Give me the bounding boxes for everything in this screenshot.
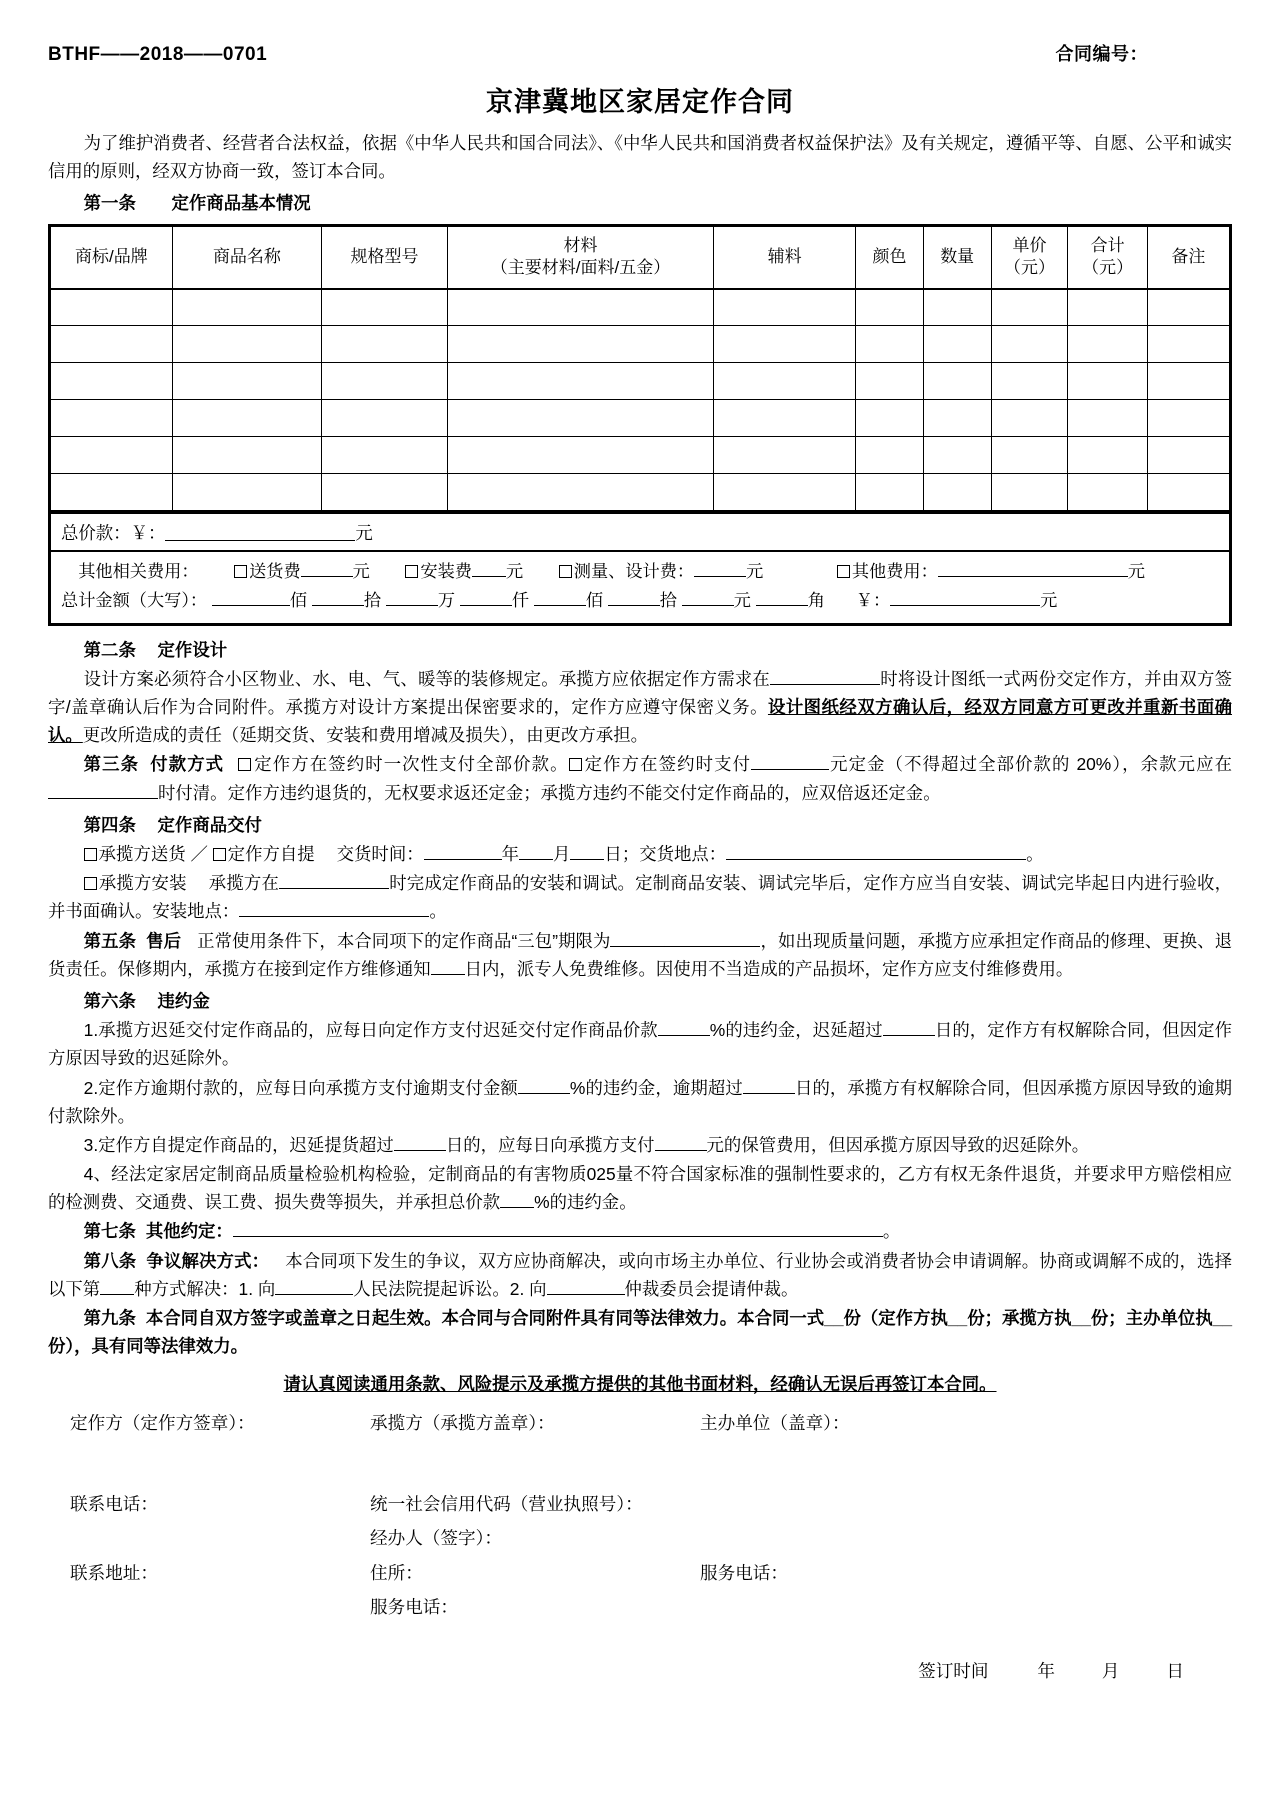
goods-cell-color[interactable]: [856, 437, 924, 474]
clause-3-option-1: 定作方在签约时一次性支付全部价款。: [253, 754, 569, 775]
goods-cell-mat[interactable]: [448, 400, 714, 437]
goods-cell-brand[interactable]: [51, 363, 172, 400]
fee-install-input[interactable]: [472, 559, 506, 577]
goods-cell-brand[interactable]: [51, 437, 172, 474]
signature-gap-c: [700, 1444, 1232, 1490]
clause-5-text-b: ，如出现质量问题，承揽方应承担定作商品的修理、更换、退货责任。保修期内，承揽方在接到定作方维修通知: [48, 930, 1232, 979]
preamble-paragraph: 为了维护消费者、经营者合法权益，依据《中华人民共和国合同法》、《中华人民共和国消费者权益保护法》及有关规定，遵循平等、自愿、公平和诚实信用的原则，经双方协商一致，签订本合同。: [48, 133, 1232, 182]
clause-6-item-1-prefix: 1.: [83, 1020, 99, 1041]
clause-4-number: 第四条: [83, 814, 136, 835]
goods-cell-name[interactable]: [172, 326, 321, 363]
grand-total-input-6[interactable]: [682, 588, 734, 606]
goods-cell-mat[interactable]: [448, 289, 714, 326]
clause-6-item-1-b: %的违约金，迟延超过: [709, 1020, 883, 1041]
clause-4-text-1end: 。: [1026, 844, 1044, 865]
fee-install-unit: 元: [506, 560, 524, 581]
table-row: [51, 326, 1229, 363]
goods-cell-aux[interactable]: [713, 326, 855, 363]
clause-6-item-1-a: 承揽方迟延交付定作商品的，应每日向定作方支付迟延交付定作商品价款: [98, 1020, 658, 1041]
fee-other-unit: 元: [1127, 560, 1146, 581]
goods-cell-price[interactable]: [991, 289, 1068, 326]
warranty-period-input[interactable]: [610, 928, 760, 946]
clause-3-body: [48, 750, 1232, 806]
clause-4-subtitle: 定作商品交付: [157, 814, 262, 835]
checkbox-measure-fee[interactable]: [559, 565, 572, 578]
checkbox-delivery-fee[interactable]: [234, 565, 247, 578]
fee-other-label: 其他费用：: [851, 560, 938, 581]
column-header-material-main: 材料: [563, 236, 598, 256]
fee-install-label: 安装费: [420, 560, 472, 581]
clause-7-subtitle: 其他约定：: [145, 1221, 233, 1242]
column-header-total-main: 合计: [1090, 236, 1125, 256]
goods-cell-qty[interactable]: [923, 474, 991, 511]
checkbox-pay-full[interactable]: [238, 758, 251, 771]
goods-cell-mat[interactable]: [448, 474, 714, 511]
grand-total-input-1[interactable]: [312, 588, 364, 606]
clause-4-heading: [48, 811, 1232, 839]
pickup-delay-days-input[interactable]: [394, 1133, 446, 1151]
goods-table-container: [48, 224, 1232, 626]
goods-cell-spec[interactable]: [322, 474, 448, 511]
goods-cell-qty[interactable]: [923, 326, 991, 363]
clause-6-item-2: [48, 1074, 1232, 1130]
clause-5-number: 第五条: [83, 930, 137, 951]
fee-delivery-unit: 元: [352, 560, 370, 581]
goods-cell-spec[interactable]: [322, 437, 448, 474]
column-header-unit-price-sub: （元）: [1004, 258, 1055, 278]
clause-3-option-2c: 时付清。定作方违约退货的，无权要求返还定金；承揽方违约不能交付定作商品的，应双倍返还定金。: [158, 782, 941, 803]
column-header-color: 颜色: [856, 227, 924, 289]
penalty-rate-1-input[interactable]: [658, 1018, 710, 1036]
install-time-input[interactable]: [279, 871, 389, 889]
clause-8-text-a: 本合同项下发生的争议，双方应协商解决，或向市场主办单位、行业协会或消费者协会申请调解。协商或调解不成的，选择以下第: [48, 1250, 1232, 1299]
goods-cell-color[interactable]: [856, 289, 924, 326]
goods-cell-price[interactable]: [991, 474, 1068, 511]
column-header-quantity: 数量: [923, 227, 991, 289]
clause-8-text-d: 仲裁委员会提请仲裁。: [624, 1278, 799, 1299]
party-b-address-label: 住所：: [370, 1562, 423, 1583]
clause-4-text-2a: 承揽方安装: [98, 873, 187, 894]
checkbox-other-fee[interactable]: [837, 565, 850, 578]
goods-cell-brand[interactable]: [51, 289, 172, 326]
clause-3-number: 第三条: [83, 754, 140, 775]
court-name-input[interactable]: [275, 1277, 353, 1295]
column-header-spec: 规格型号: [322, 227, 448, 289]
party-a-address-label: 联系地址：: [70, 1562, 158, 1583]
clause-4-month: 月: [553, 844, 571, 865]
fee-block: [51, 552, 1229, 623]
goods-cell-name[interactable]: [172, 400, 321, 437]
clause-5-text-c: 日内，派专人免费维修。因使用不当造成的产品损坏，定作方应支付维修费用。: [464, 958, 1074, 979]
clause-3-balance-date-input[interactable]: [48, 780, 158, 798]
goods-cell-color[interactable]: [856, 400, 924, 437]
clause-4-install-line: [48, 869, 1232, 925]
repair-days-input[interactable]: [431, 957, 465, 975]
penalty-rate-4-input[interactable]: [500, 1190, 534, 1208]
column-header-material-sub: （主要材料/面料/五金）: [490, 258, 671, 278]
table-row: [51, 474, 1229, 511]
clause-6-item-4-b: %的违约金。: [534, 1192, 637, 1213]
penalty-days-2-input[interactable]: [743, 1075, 795, 1093]
clause-7-body: [48, 1217, 1232, 1245]
clause-6-item-3: [48, 1131, 1232, 1159]
goods-cell-qty[interactable]: [923, 363, 991, 400]
fee-delivery-label: 送货费: [249, 560, 301, 581]
total-price-input[interactable]: [165, 522, 355, 540]
column-header-total: [1068, 227, 1147, 289]
contract-number-label: 合同编号：: [1055, 44, 1148, 64]
table-row: [51, 289, 1229, 326]
clause-6-item-2-a: 定作方逾期付款的，应每日向承揽方支付逾期支付金额: [98, 1077, 518, 1098]
checkbox-contractor-install[interactable]: [84, 877, 97, 890]
organizer-empty-3: [700, 1593, 1232, 1628]
grand-total-input-2[interactable]: [386, 588, 438, 606]
amount-unit-7: 角: [807, 590, 825, 611]
clause-4-text-1b: 定作方自提: [227, 844, 315, 865]
clause-6-item-2-c: 日的，承揽方有权解除合同，但因承揽方原因导致的逾期付款除外。: [48, 1077, 1232, 1126]
checkbox-contractor-delivery[interactable]: [84, 848, 97, 861]
grand-total-amount-input[interactable]: [890, 588, 1040, 606]
clause-6-number: 第六条: [83, 990, 136, 1011]
column-header-material: [448, 227, 714, 289]
clause-4-text-2c: 时完成定作商品的安装和调试。定制商品安装、调试完毕后，定作方应当自安装、调试完毕起日内进行验收，并书面确认。安装地点：: [48, 873, 1232, 922]
goods-cell-qty[interactable]: [923, 289, 991, 326]
grand-total-currency: ￥：: [855, 590, 891, 611]
checkbox-pay-deposit[interactable]: [569, 758, 582, 771]
goods-cell-remark[interactable]: [1147, 437, 1229, 474]
table-row: [51, 437, 1229, 474]
delivery-location-input[interactable]: [726, 842, 1026, 860]
clause-3-subtitle: 付款方式: [149, 754, 225, 775]
arbitration-name-input[interactable]: [547, 1277, 625, 1295]
sign-time-year: 年: [1037, 1660, 1055, 1681]
fee-measure-label: 测量、设计费：: [573, 560, 695, 581]
clause-3-option-2a: 定作方在签约时支付: [583, 754, 752, 775]
grand-total-input-5[interactable]: [608, 588, 660, 606]
clause-8-text-b: 种方式解决：1. 向: [134, 1278, 276, 1299]
column-header-brand: 商标/品牌: [51, 227, 172, 289]
clause-4-text-1c: 交货时间：: [336, 844, 424, 865]
checkbox-install-fee[interactable]: [405, 565, 418, 578]
clause-7-number: 第七条: [83, 1221, 136, 1242]
column-header-remark: 备注: [1147, 227, 1229, 289]
other-agreement-input[interactable]: [233, 1219, 883, 1237]
goods-cell-remark[interactable]: [1147, 326, 1229, 363]
grand-total-input-4[interactable]: [534, 588, 586, 606]
fee-measure-input[interactable]: [694, 559, 746, 577]
party-b-agent-label: 经办人（签字）：: [370, 1528, 502, 1549]
party-b-signature-label: 承揽方（承揽方盖章）：: [370, 1413, 555, 1434]
clause-6-item-3-prefix: 3.: [83, 1134, 99, 1155]
clause-2-text-2: 时将设计图纸一式两份交定作方，并由双方签字/盖章确认后作为合同附件。承揽方对设计方案提出保密要求的，定作方应遵守保密义务。: [48, 668, 1232, 718]
goods-cell-remark[interactable]: [1147, 400, 1229, 437]
goods-cell-total[interactable]: [1068, 400, 1147, 437]
party-a-phone-label: 联系电话：: [70, 1493, 158, 1514]
amount-unit-3: 仟: [511, 590, 530, 611]
fee-delivery-input[interactable]: [301, 559, 353, 577]
sign-time-label: 签订时间: [918, 1660, 989, 1681]
goods-cell-price[interactable]: [991, 437, 1068, 474]
clause-2-body: [48, 665, 1232, 750]
clause-4-text-2b: 承揽方在: [208, 873, 280, 894]
goods-cell-spec[interactable]: [322, 400, 448, 437]
grand-total-input-0[interactable]: [212, 588, 290, 606]
goods-cell-color[interactable]: [856, 326, 924, 363]
amount-unit-5: 拾: [659, 590, 677, 611]
clause-5-body: [48, 927, 1232, 983]
goods-cell-mat[interactable]: [448, 437, 714, 474]
clause-2-emphasis: 设计图纸经双方确认后，经双方同意方可更改并重新书面确认。: [48, 697, 1232, 746]
clause-6-item-3-b: 日的，应每日向承揽方支付: [445, 1134, 655, 1155]
signature-block: [48, 1409, 1232, 1628]
goods-cell-price[interactable]: [991, 400, 1068, 437]
party-b-service-phone-label: 服务电话：: [370, 1597, 458, 1618]
goods-table-body: [51, 289, 1229, 511]
delivery-month-input[interactable]: [519, 842, 553, 860]
penalty-rate-2-input[interactable]: [518, 1075, 570, 1093]
goods-cell-mat[interactable]: [448, 363, 714, 400]
clause-1-number: 第一条: [83, 193, 136, 214]
amount-unit-1: 拾: [363, 590, 382, 611]
clause-4-year: 年: [501, 844, 520, 865]
goods-cell-name[interactable]: [172, 474, 321, 511]
goods-cell-aux[interactable]: [713, 437, 855, 474]
total-price-label: 总价款：￥：: [61, 523, 166, 544]
column-header-unit-price: [991, 227, 1068, 289]
clause-8-text-c: 人民法院提起诉讼。2. 向: [353, 1278, 547, 1299]
document-header: [48, 40, 1232, 66]
fee-other-input[interactable]: [938, 559, 1128, 577]
clause-3-option-2b: 元定金（不得超过全部价款的 20%），余款元应在: [829, 754, 1232, 775]
clause-6-item-2-b: %的违约金，逾期超过: [569, 1077, 743, 1098]
clause-6-item-2-prefix: 2.: [83, 1077, 99, 1098]
amount-unit-0: 佰: [289, 590, 308, 611]
clause-2-heading: [48, 636, 1232, 664]
clause-6-item-1: [48, 1016, 1232, 1072]
goods-cell-color[interactable]: [856, 474, 924, 511]
document-title: 京津冀地区家居定作合同: [486, 87, 794, 117]
clause-6-subtitle: 违约金: [157, 990, 210, 1011]
goods-cell-qty[interactable]: [923, 400, 991, 437]
organizer-service-phone-label: 服务电话：: [700, 1562, 788, 1583]
storage-fee-input[interactable]: [655, 1133, 707, 1151]
clause-2-date-input[interactable]: [770, 667, 880, 685]
goods-table-header-row: [51, 227, 1229, 289]
clause-9-body: [48, 1304, 1232, 1360]
goods-table-head: [51, 227, 1229, 289]
clause-5-subtitle: 售后: [146, 930, 182, 951]
sign-time-day: 日: [1166, 1660, 1184, 1681]
clause-6-item-4-prefix: 4、: [83, 1164, 112, 1185]
amount-unit-6: 元: [733, 590, 751, 611]
sign-time-row: [48, 1658, 1232, 1683]
clause-6-item-3-c: 元的保管费用，但因承揽方原因导致的迟延除外。: [706, 1134, 1090, 1155]
sign-time-month: 月: [1101, 1660, 1120, 1681]
goods-cell-spec[interactable]: [322, 326, 448, 363]
goods-cell-qty[interactable]: [923, 437, 991, 474]
other-fees-label: 其他相关费用：: [78, 560, 199, 581]
clause-2-text-3: 更改所造成的责任（延期交货、安装和费用增减及损失），由更改方承担。: [82, 725, 648, 746]
party-a-empty-1: [70, 1524, 370, 1559]
goods-cell-aux[interactable]: [713, 363, 855, 400]
goods-cell-remark[interactable]: [1147, 289, 1229, 326]
clause-9-number: 第九条: [83, 1308, 136, 1329]
dispute-method-input[interactable]: [100, 1277, 134, 1295]
goods-cell-remark[interactable]: [1147, 474, 1229, 511]
clause-6-heading: [48, 987, 1232, 1015]
delivery-day-input[interactable]: [570, 842, 604, 860]
clause-4-text-1a: 承揽方送货 ／: [98, 844, 213, 865]
clause-6-item-3-a: 定作方自提定作商品的，迟延提货超过: [98, 1134, 394, 1155]
goods-cell-spec[interactable]: [322, 363, 448, 400]
goods-cell-brand[interactable]: [51, 474, 172, 511]
clause-7-end: 。: [882, 1221, 901, 1242]
clause-6-item-4-a: 经法定家居定制商品质量检验机构检验，定制商品的有害物质025量不符合国家标准的强制性要求的，乙方有权无条件退货，并要求甲方赔偿相应的检测费、交通费、误工费、损失费等损失，并承担总价款: [48, 1164, 1232, 1213]
goods-cell-price[interactable]: [991, 326, 1068, 363]
goods-cell-name[interactable]: [172, 363, 321, 400]
goods-cell-total[interactable]: [1068, 289, 1147, 326]
goods-cell-total[interactable]: [1068, 326, 1147, 363]
goods-cell-aux[interactable]: [713, 400, 855, 437]
total-price-unit: 元: [355, 523, 373, 544]
goods-cell-total[interactable]: [1068, 474, 1147, 511]
goods-cell-aux[interactable]: [713, 289, 855, 326]
total-price-row: [51, 512, 1229, 552]
goods-cell-remark[interactable]: [1147, 363, 1229, 400]
goods-cell-spec[interactable]: [322, 289, 448, 326]
clause-6-item-4: [48, 1160, 1232, 1216]
grand-total-unit: 元: [1040, 590, 1058, 611]
notice-text: 请认真阅读通用条款、风险提示及承揽方提供的其他书面材料，经确认无误后再签订本合同。: [283, 1374, 997, 1395]
penalty-days-1-input[interactable]: [883, 1018, 935, 1036]
grand-total-input-7[interactable]: [756, 588, 808, 606]
document-code: BTHF——2018——0701: [48, 44, 268, 65]
clause-1-heading: [48, 189, 1232, 217]
party-a-empty-2: [70, 1593, 370, 1628]
signature-gap-b: [370, 1444, 700, 1490]
install-location-input[interactable]: [239, 899, 429, 917]
table-row: [51, 363, 1229, 400]
goods-cell-name[interactable]: [172, 437, 321, 474]
checkbox-self-pickup[interactable]: [213, 848, 226, 861]
fee-measure-unit: 元: [746, 560, 764, 581]
goods-cell-total[interactable]: [1068, 437, 1147, 474]
grand-total-input-3[interactable]: [460, 588, 512, 606]
amount-unit-2: 万: [437, 590, 456, 611]
party-a-signature-label: 定作方（定作方签章）：: [70, 1413, 255, 1434]
column-header-unit-price-main: 单价: [1012, 236, 1047, 256]
party-b-credit-code-label: 统一社会信用代码（营业执照号）：: [370, 1493, 643, 1514]
grand-total-label: 总计金额（大写）：: [61, 590, 208, 611]
organizer-empty-1: [700, 1490, 1232, 1525]
clause-2-text-1: 设计方案必须符合小区物业、水、电、气、暖等的装修规定。承揽方应依据定作方需求在: [83, 668, 771, 689]
goods-cell-brand[interactable]: [51, 400, 172, 437]
clause-5-text-a: 正常使用条件下，本合同项下的定作商品“三包”期限为: [197, 930, 611, 951]
clause-2-subtitle: 定作设计: [157, 639, 228, 660]
column-header-total-sub: （元）: [1082, 258, 1134, 278]
goods-cell-price[interactable]: [991, 363, 1068, 400]
delivery-year-input[interactable]: [424, 842, 502, 860]
clause-8-body: [48, 1247, 1232, 1303]
clause-1-subtitle: 定作商品基本情况: [171, 193, 311, 214]
column-header-product-name: 商品名称: [172, 227, 321, 289]
clause-4-delivery-line: [48, 840, 1232, 868]
goods-cell-mat[interactable]: [448, 326, 714, 363]
clause-9-text: 本合同自双方签字或盖章之日起生效。本合同与合同附件具有同等法律效力。本合同一式__份（定作方执__份；承揽方执__份；主办单位执__份），具有同等法律效力。: [48, 1308, 1232, 1357]
clause-6-item-1-c: 日的，定作方有权解除合同，但因定作方原因导致的迟延除外。: [48, 1020, 1232, 1069]
goods-cell-aux[interactable]: [713, 474, 855, 511]
goods-table: [51, 227, 1229, 512]
other-fees-line: [61, 557, 1221, 587]
goods-cell-name[interactable]: [172, 289, 321, 326]
organizer-signature-label: 主办单位（盖章）：: [700, 1413, 850, 1434]
grand-total-line: [61, 586, 1221, 616]
table-row: [51, 400, 1229, 437]
organizer-empty-2: [700, 1524, 1232, 1559]
signature-gap-a: [70, 1444, 370, 1490]
clause-4-day: 日；交货地点：: [604, 844, 727, 865]
clause-8-subtitle: 争议解决方式：: [146, 1250, 270, 1271]
clause-4-text-2end: 。: [429, 901, 447, 922]
column-header-auxiliary: 辅料: [713, 227, 855, 289]
goods-cell-total[interactable]: [1068, 363, 1147, 400]
clause-2-number: 第二条: [83, 639, 136, 660]
clause-8-number: 第八条: [83, 1250, 137, 1271]
amount-unit-4: 佰: [585, 590, 604, 611]
goods-cell-color[interactable]: [856, 363, 924, 400]
clause-3-deposit-input[interactable]: [751, 752, 829, 770]
goods-cell-brand[interactable]: [51, 326, 172, 363]
